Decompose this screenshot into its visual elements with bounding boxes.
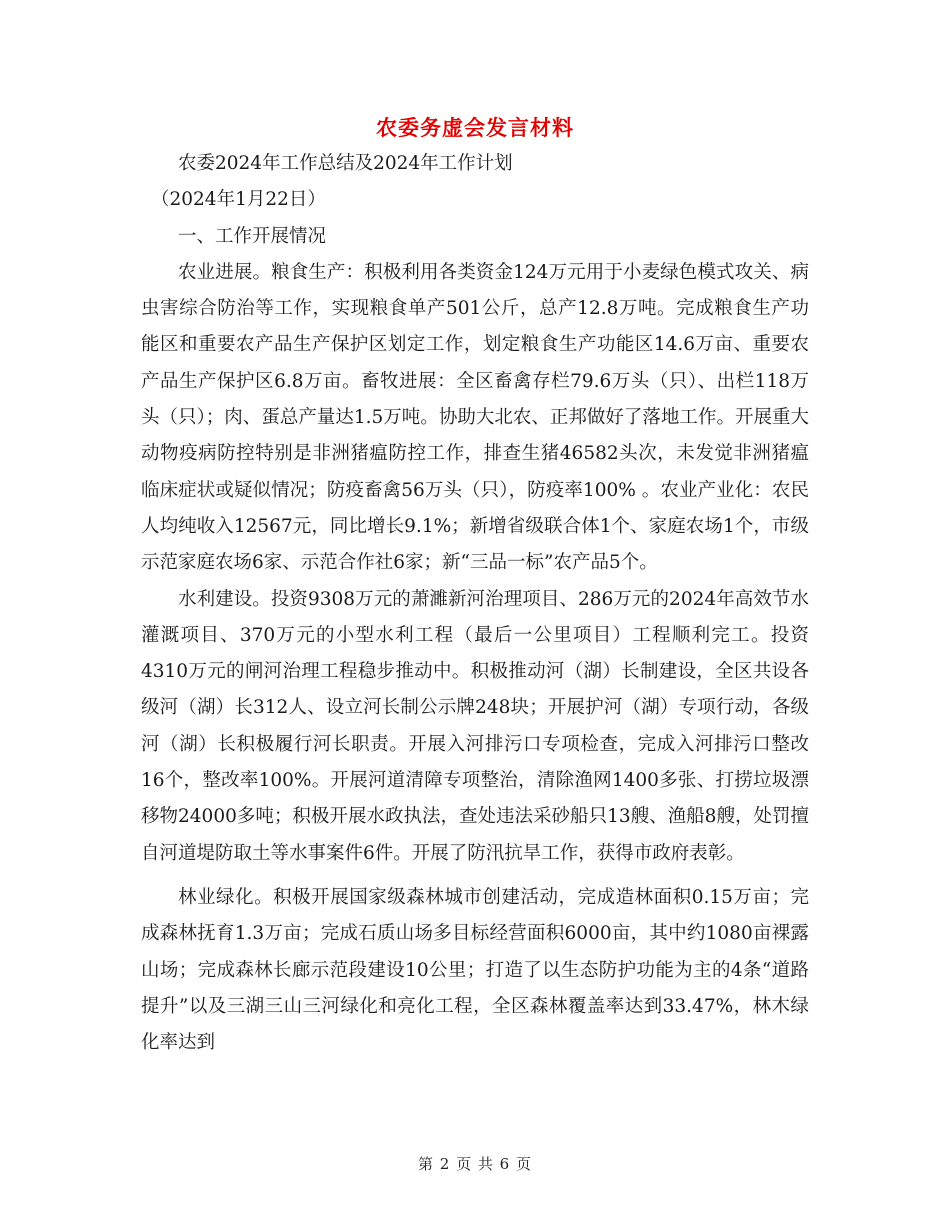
paragraph-water: 水利建设。投资9308万元的萧濉新河治理项目、286万元的2024年高效节水灌溉项目、370万元的小型水利工程（最后一公里项目）工程顺利完工。投资4310万元的闸河治理工程稳步推动中。积极推动河（湖）长制建设，全区共设各级河（湖）长312人、设立河长制公示牌248块；开展护河（湖）专项行动，各级河（湖）长积极履行河长职责。开展入河排污口专项检查，完成入河排污口整改16个，整改率100%。开展河道清障专项整治，清除渔网1400多张、打捞垃圾漂移物24000多吨；积极开展水政执法，查处违法采砂船只13艘、渔船8艘，处罚擅自河道堤防取土等水事案件6件。开展了防汛抗旱工作，获得市政府表彰。 xyxy=(141,588,809,864)
document-subtitle: 农委2024年工作总结及2024年工作计划 xyxy=(178,153,513,174)
section-heading: 一、工作开展情况 xyxy=(178,225,327,247)
document-title: 农委务虚会发言材料 xyxy=(376,115,574,140)
document-body xyxy=(141,146,809,1061)
paragraph-agriculture: 农业进展。粮食生产：积极利用各类资金124万元用于小麦绿色模式攻关、病虫害综合防治等工作，实现粮食单产501公斤，总产12.8万吨。完成粮食生产功能区和重要农产品生产保护区划定工作，划定粮食生产功能区14.6万亩、重要农产品生产保护区6.8万亩。畜牧进展：全区畜禽存栏79.6万头（只）、出栏118万头（只）；肉、蛋总产量达1.5万吨。协助大北农、正邦做好了落地工作。开展重大动物疫病防控特别是非洲猪瘟防控工作，排查生猪46582头次，未发觉非洲猪瘟临床症状或疑似情况；防疫畜禽56万头（只），防疫率100% 。农业产业化：农民人均纯收入12567元，同比增长9.1%；新增省级联合体1个、家庭农场1个，市级示范家庭农场6家、示范合作社6家；新“三品一标”农产品5个。 xyxy=(141,261,809,574)
page-number-footer: 第 2 页 共 6 页 xyxy=(418,1155,532,1173)
paragraph-forestry: 林业绿化。积极开展国家级森林城市创建活动，完成造林面积0.15万亩；完成森林抚育1.3万亩；完成石质山场多目标经营面积6000亩，其中约1080亩裸露山场；完成森林长廊示范段建设10公里；打造了以生态防护功能为主的4条“道路提升”以及三湖三山三河绿化和亮化工程，全区森林覆盖率达到33.47%，林木绿化率达到 xyxy=(141,886,809,1054)
document-date: （2024年1月22日） xyxy=(151,189,326,211)
